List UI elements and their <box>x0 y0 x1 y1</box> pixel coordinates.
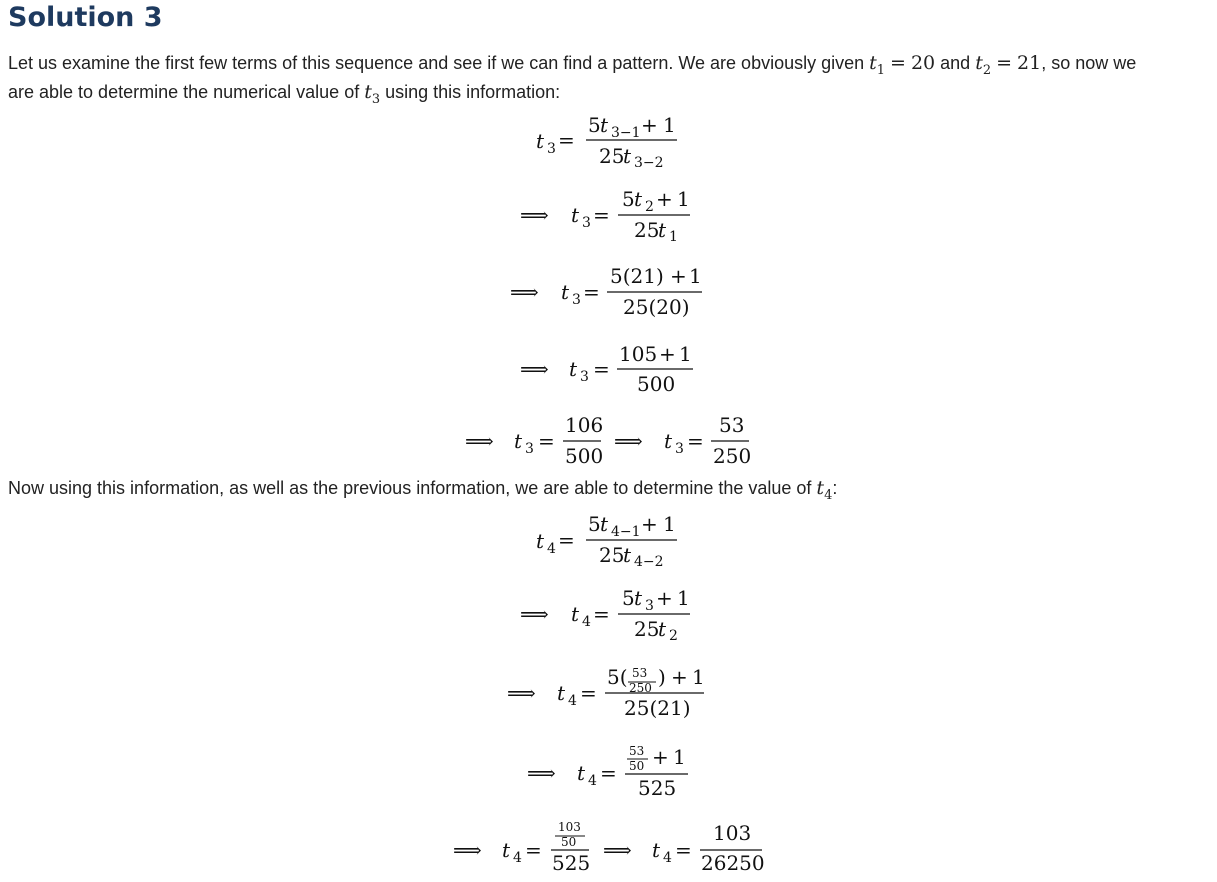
math-5: 5 <box>588 512 601 536</box>
math-t: t <box>623 543 632 567</box>
math-25: 25 <box>634 218 660 242</box>
math-eq: = <box>558 128 575 152</box>
math-plus: + <box>671 665 688 689</box>
math-implies: ⟹ <box>453 838 482 862</box>
eq-t4-line5 <box>453 820 765 875</box>
math-53: 53 <box>719 413 745 437</box>
math-implies: ⟹ <box>603 838 632 862</box>
math-1: 1 <box>663 113 676 137</box>
equals-sign: = <box>996 52 1012 74</box>
math-sub: 3 <box>645 598 654 614</box>
math-5: 5 <box>588 113 601 137</box>
math-sub: 2 <box>645 199 654 215</box>
math-t: t <box>664 429 673 453</box>
math-t: t <box>514 429 523 453</box>
math-implies: ⟹ <box>520 357 549 381</box>
sub-3: 3 <box>371 91 381 107</box>
math-25-21: 25(21) <box>624 696 691 720</box>
and-text: and <box>935 53 976 73</box>
eq-t3-line2 <box>520 187 690 245</box>
math-250: 250 <box>629 681 652 695</box>
math-eq: = <box>593 602 610 626</box>
math-implies: ⟹ <box>527 761 556 785</box>
intro-text-2: , so now we <box>1041 53 1137 73</box>
math-sub: 4 <box>547 541 556 557</box>
math-t: t <box>536 129 545 153</box>
math-t: t <box>658 218 667 242</box>
math-t: t <box>536 529 545 553</box>
math-sub: 2 <box>669 628 678 644</box>
var-t3: t <box>364 81 372 103</box>
solution-heading: Solution 3 <box>8 2 163 33</box>
math-1: 1 <box>692 665 705 689</box>
math-implies: ⟹ <box>614 429 643 453</box>
second-text: Now using this information, as well as the previous information, we are able to determine the value of <box>8 478 817 498</box>
math-sub: 4 <box>513 850 522 866</box>
math-eq: = <box>675 838 692 862</box>
math-eq: = <box>600 761 617 785</box>
math-eq: = <box>558 528 575 552</box>
math-sub: 4−1 <box>611 524 641 540</box>
math-t: t <box>569 357 578 381</box>
math-implies: ⟹ <box>465 429 494 453</box>
math-1: 1 <box>689 264 702 288</box>
math-106: 106 <box>565 413 604 437</box>
math-sub: 3 <box>582 215 591 231</box>
intro-text-3: are able to determine the numerical value of <box>8 82 365 102</box>
math-sub: 4−2 <box>634 554 664 570</box>
math-t: t <box>658 617 667 641</box>
math-500: 500 <box>565 444 604 468</box>
math-implies: ⟹ <box>520 203 549 227</box>
math-5: 5 <box>622 187 635 211</box>
intro-text-1: Let us examine the first few terms of this sequence and see if we can find a pattern. We are obviously given <box>8 53 870 73</box>
math-plus: + <box>641 113 658 137</box>
math-t: t <box>561 280 570 304</box>
math-t: t <box>571 203 580 227</box>
math-t: t <box>557 681 566 705</box>
value-21: 21 <box>1017 52 1042 74</box>
math-sub: 3 <box>580 369 589 385</box>
math-50: 50 <box>629 759 645 773</box>
math-t: t <box>571 602 580 626</box>
math-103: 103 <box>558 820 581 834</box>
eq-t4-line4 <box>527 744 686 800</box>
eq-t3-line5 <box>465 413 751 468</box>
math-53: 53 <box>632 666 648 680</box>
math-eq: = <box>593 357 610 381</box>
equals-sign: = <box>890 52 906 74</box>
math-25: 25 <box>599 543 625 567</box>
math-26250: 26250 <box>701 851 765 875</box>
sub-2: 2 <box>982 62 992 78</box>
sub-1: 1 <box>876 62 886 78</box>
math-t: t <box>502 838 511 862</box>
math-plus: + <box>670 264 687 288</box>
math-5-open: 5( <box>607 665 628 689</box>
math-sub: 4 <box>582 614 591 630</box>
math-25-20: 25(20) <box>623 295 690 319</box>
colon: : <box>832 478 838 498</box>
math-500: 500 <box>637 372 676 396</box>
math-5-21: 5(21) <box>610 264 664 288</box>
math-250: 250 <box>713 444 752 468</box>
math-105: 105 <box>619 342 658 366</box>
math-close: ) <box>658 665 666 689</box>
math-sub: 1 <box>669 229 678 245</box>
math-sub: 3−1 <box>611 125 641 141</box>
math-sub: 4 <box>588 773 597 789</box>
math-5: 5 <box>622 586 635 610</box>
math-plus: + <box>656 586 673 610</box>
math-implies: ⟹ <box>507 681 536 705</box>
math-sub: 3−2 <box>634 155 664 171</box>
math-1: 1 <box>679 342 692 366</box>
sub-4: 4 <box>824 487 833 503</box>
math-implies: ⟹ <box>510 280 539 304</box>
math-t: t <box>634 187 643 211</box>
math-sub: 4 <box>568 693 577 709</box>
math-1: 1 <box>677 187 690 211</box>
math-sub: 3 <box>525 441 534 457</box>
math-eq: = <box>583 280 600 304</box>
math-1: 1 <box>677 586 690 610</box>
math-t: t <box>577 761 586 785</box>
math-sub: 3 <box>675 441 684 457</box>
math-t: t <box>600 113 609 137</box>
math-eq: = <box>593 203 610 227</box>
math-103: 103 <box>713 821 752 845</box>
math-sub: 3 <box>572 292 581 308</box>
eq-t4-line1 <box>536 512 676 570</box>
value-20: 20 <box>910 52 936 74</box>
math-plus: + <box>659 342 676 366</box>
math-t: t <box>652 838 661 862</box>
eq-t4-line2 <box>520 586 690 644</box>
math-sub: 4 <box>663 850 672 866</box>
math-1: 1 <box>673 745 686 769</box>
intro-text-4: using this information: <box>380 82 561 102</box>
math-eq: = <box>580 681 597 705</box>
math-eq: = <box>525 838 542 862</box>
math-t: t <box>600 512 609 536</box>
math-t: t <box>634 586 643 610</box>
math-25: 25 <box>634 617 660 641</box>
eq-t3-line1 <box>536 113 676 171</box>
math-53: 53 <box>629 744 645 758</box>
math-525: 525 <box>638 776 677 800</box>
math-plus: + <box>656 187 673 211</box>
var-t2: t <box>975 52 983 74</box>
math-plus: + <box>641 512 658 536</box>
var-t1: t <box>869 52 877 74</box>
math-t: t <box>623 144 632 168</box>
math-sub: 3 <box>547 141 556 157</box>
math-implies: ⟹ <box>520 602 549 626</box>
math-eq: = <box>687 429 704 453</box>
math-525: 525 <box>552 851 591 875</box>
math-50: 50 <box>561 835 577 849</box>
math-25: 25 <box>599 144 625 168</box>
var-t4: t <box>816 477 825 499</box>
math-plus: + <box>652 745 669 769</box>
math-1: 1 <box>663 512 676 536</box>
math-eq: = <box>538 429 555 453</box>
